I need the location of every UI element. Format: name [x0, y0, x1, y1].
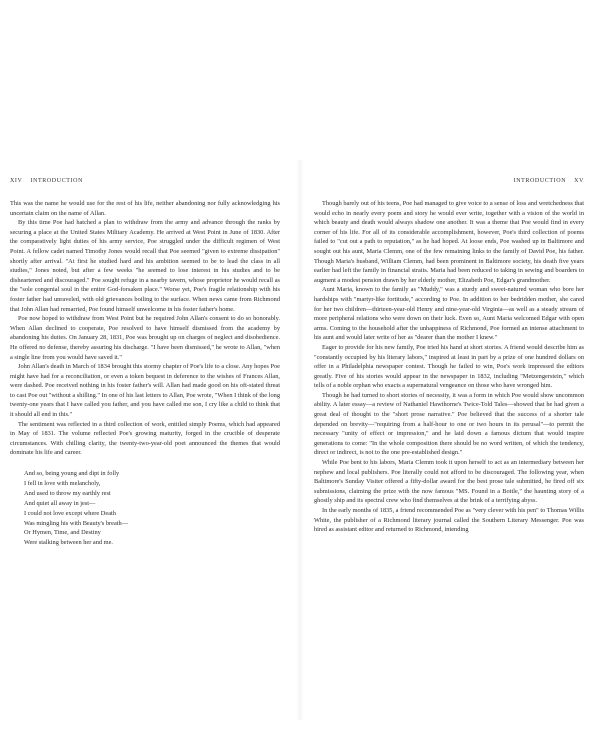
paragraph: This was the name he would use for the rest of his life, neither abandoning nor fully acknowledging his uncertain claim on the name of Allan.	[10, 200, 280, 217]
poem-line: Or Hymen, Time, and Destiny	[24, 529, 101, 537]
paragraph: Though barely out of his teens, Poe had managed to give voice to a sense of loss and wretchedness that would echo in nearly every poem and story he would ever write, together with a vision of the world in which beauty and death would always shadow one another. It was a theme that Poe would find in every corner of his life. For all of its considerable accomplishment, however, Poe's third collection of poems failed to "cut out a path to reputation," as he had hoped. At loose ends, Poe washed up in Baltimore and sought out his aunt, Maria Clemm, one of the few remaining links to the family of David Poe, his father. Though Maria's husband, William Clemm, had been prominent in Baltimore society, his death five years earlier had left the family in financial straits. Maria had been reduced to taking in sewing and boarders to augment a modest pension drawn by her elderly mother, Elizabeth Poe, Edgar's grandmother.	[314, 200, 584, 284]
paragraph: Though he had turned to short stories of necessity, it was a form in which Poe would show uncommon ability. A later essay—a review of Nathaniel Hawthorne's Twice-Told Tales—showed that he had given a great deal of thought to the "short prose narrative." Poe believed that the success of a shorter tale depended on brevity—"requiring from a half-hour to one or two hours in its perusal"—to permit the necessary "unity of effect or impression," and he laid down a famous dictum that would inspire generations to come: "In the whole composition there should be no word written, of which the tendency, direct or indirect, is not to the one pre-established design."	[314, 391, 584, 457]
poem-line: I fell in love with melancholy,	[24, 479, 101, 487]
paragraph: By this time Poe had hatched a plan to withdraw from the army and advance through the ranks by securing a place at the United States Military Academy. He arrived at West Point in June of 1830. After the comparatively light duties of his army service, Poe struggled under the difficult regimen of West Point. A fellow cadet named Timothy Jones would recall that Poe seemed "given to extreme dissipation" shortly after arrival. "At first he studied hard and his ambition seemed to be to lead the class in all studies," Jones noted, but after a few weeks "he seemed to lose interest in his studies and to be disheartened and discouraged." Poe sought refuge in a nearby tavern, whose proprietor he would recall as the "sole congenial soul in the entire God-forsaken place." Worse yet, Poe's fragile relationship with his foster father had unraveled, with old grievances boiling to the surface. When news came from Richmond that John Allan had remarried, Poe found himself unwelcome in his foster father's home.	[10, 219, 280, 313]
poem-line: And used to throw my earthly rest	[24, 489, 111, 497]
book-gutter	[296, 160, 304, 720]
paragraph: Aunt Maria, known to the family as "Muddy," was a sturdy and sweet-natured woman who bore her hardships with "martyr-like fortitude," according to Poe. In addition to her bedridden mother, she cared for her two children—thirteen-year-old Henry and nine-year-old Virginia—as well as a steady stream of more peripheral relations who were down on their luck. Even so, Aunt Maria welcomed Edgar with open arms. Coming to the household after the unhappiness of Richmond, Poe formed an intense attachment to his aunt and would later write of her as "dearer than the mother I knew."	[314, 286, 584, 342]
right-running-head-title: INTRODUCTION	[513, 178, 567, 184]
poem-line: And so, being young and dipt in folly	[24, 470, 120, 478]
paragraph: Poe now hoped to withdraw from West Point but he required John Allan's consent to do so honorably. When Allan declined to cooperate, Poe resolved to have himself dismissed from the academy by abandoning his duties. On January 28, 1831, Poe was brought up on charges of neglect and disobedience. He offered no defense, thereby assuring his discharge. "I have been dismissed," he wrote to Allan, "when a single line from you would have saved it."	[10, 315, 280, 361]
left-page	[10, 176, 280, 548]
right-running-head	[314, 176, 584, 186]
poem-line: Was mingling his with Beauty's breath—	[24, 519, 129, 527]
paragraph: Eager to provide for his new family, Poe tried his hand at short stories. A friend would describe him as "constantly occupied by his literary labors," inspired at least in part by a prize of one hundred dollars on offer in a Philadelphia newspaper contest. Though he failed to win, Poe's work impressed the editors greatly. Five of his stories would appear in the newspaper in 1832, including "Metzengerstein," which tells of a noble orphan who exacts a supernatural vengeance on those who have wronged him.	[314, 343, 584, 390]
paragraph: While Poe bent to his labors, Maria Clemm took it upon herself to act as an intermediary between her nephew and local publishers. Poe literally could not afford to be discouraged. The following year, when Baltimore's Sunday Visiter offered a fifty-dollar award for the best prose tale submitted, he fired off six submissions, claiming the prize with the now famous "MS. Found in a Bottle," the haunting story of a ghostly ship and its spectral crew who find themselves at the brink of a terrifying abyss.	[314, 459, 584, 505]
right-page	[314, 176, 584, 535]
left-folio: XIV	[10, 178, 23, 184]
paragraph: In the early months of 1835, a friend recommended Poe as "very clever with his pen" to Thomas Willis White, the publisher of a Richmond literary journal called the Southern Literary Messenger. Poe was hired as assistant editor and returned to Richmond, intending	[314, 507, 584, 534]
left-running-head-title: INTRODUCTION	[30, 178, 83, 184]
paragraph: The sentiment was reflected in a third collection of work, entitled simply Poems, which had appeared in May of 1831. The volume reflected Poe's growing maturity, forged in the crucible of desperate circumstances. With chilling clarity, the twenty-two-year-old poet announced the themes that would dominate his life and career.	[10, 420, 280, 457]
poem-line: I could not love except where Death	[24, 509, 116, 517]
poem-excerpt	[24, 469, 280, 548]
poem-line: Were stalking between her and me.	[24, 539, 113, 547]
paragraph: John Allan's death in March of 1834 brought this stormy chapter of Poe's life to a close. Any hopes Poe might have had for a reconciliation, or even a token bequest in deference to the wishes of Frances Allan, were dashed. Poe received nothing in his foster father's will. Allan had made good on his oft-stated threat to cast Poe out "without a shilling." In one of his last letters to Allan, Poe wrote, "When I think of the long twenty-one years that I have called you father, and you have called me son, I cry like a child to think that it should all end in this."	[10, 363, 280, 419]
right-folio: XV	[574, 178, 584, 184]
poem-line: And quiet all away in jest—	[24, 499, 96, 507]
right-body-text	[314, 199, 584, 535]
left-running-head	[10, 176, 280, 186]
left-body-text	[10, 199, 280, 458]
